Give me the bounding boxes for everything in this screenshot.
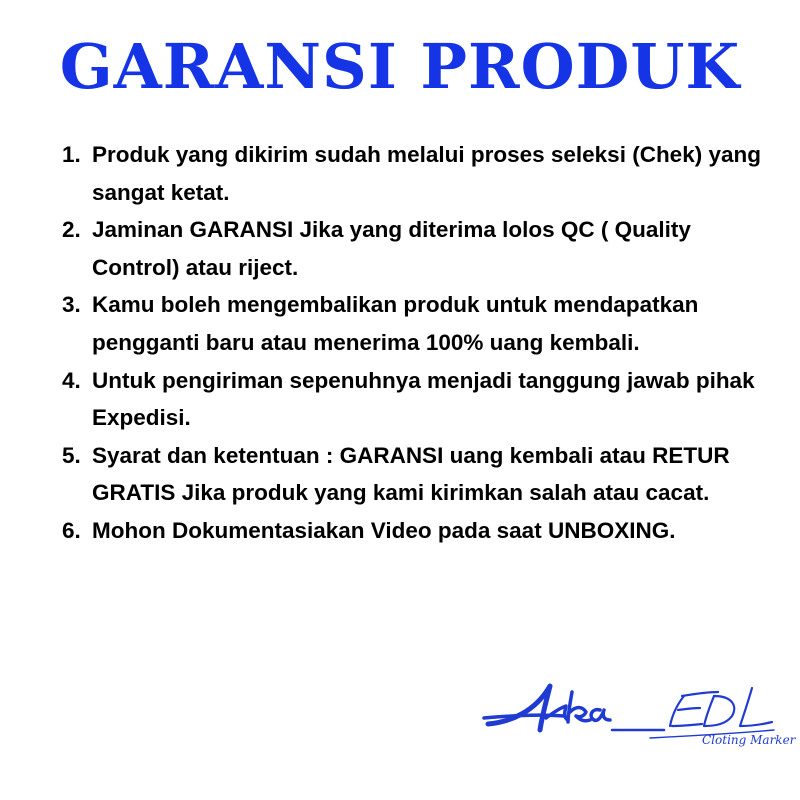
term-number: 1. <box>62 142 81 167</box>
term-number: 6. <box>62 517 81 543</box>
term-number: 2. <box>62 217 81 243</box>
term-text: Syarat dan ketentuan : GARANSI uang kembali atau RETUR GRATIS Jika produk yang kami kirimkan salah atau cacat. <box>92 442 730 506</box>
term-text: Mohon Dokumentasiakan Video pada saat UNBOXING. <box>92 517 676 543</box>
signature-tagline: Cloting Marker <box>702 733 796 747</box>
term-item-5 <box>62 437 782 512</box>
term-text: Untuk pengiriman sepenuhnya menjadi tanggung jawab pihak Expedisi. <box>92 367 755 431</box>
term-text: Jaminan GARANSI Jika yang diterima lolos QC ( Quality Control) atau riject. <box>92 217 691 280</box>
term-number: 3. <box>62 292 81 318</box>
signature-logo <box>480 672 796 752</box>
term-item-1 <box>62 136 782 211</box>
term-item-6 <box>62 512 782 550</box>
term-item-2 <box>62 211 782 286</box>
term-number: 4. <box>62 367 81 393</box>
term-text: Kamu boleh mengembalikan produk untuk mendapatkan pengganti baru atau menerima 100% uang kembali. <box>92 292 699 355</box>
term-item-4 <box>62 362 782 437</box>
term-text: Produk yang dikirim sudah melalui proses seleksi (Chek) yang sangat ketat. <box>92 142 761 205</box>
term-item-3 <box>62 286 782 361</box>
page-title: GARANSI PRODUK <box>59 30 741 103</box>
term-number: 5. <box>62 442 81 468</box>
terms-list <box>62 136 782 550</box>
